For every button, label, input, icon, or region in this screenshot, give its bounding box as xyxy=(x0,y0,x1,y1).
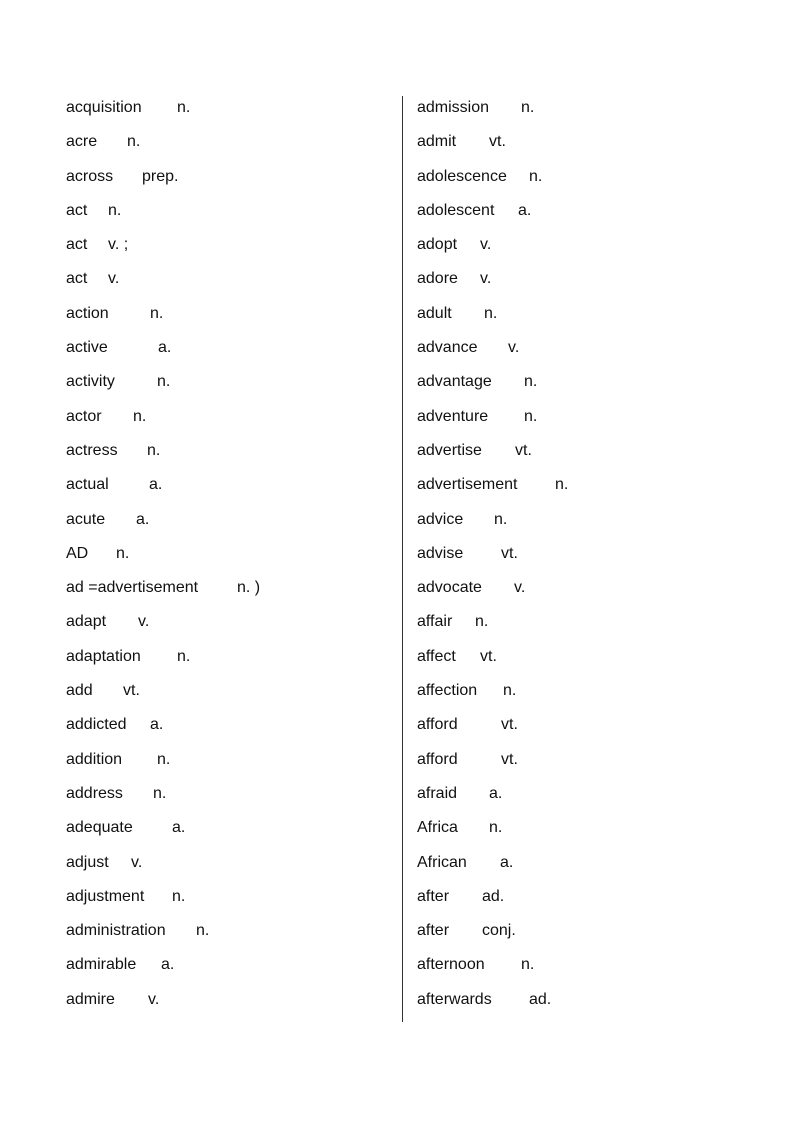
word-entry xyxy=(417,948,777,982)
word-entry xyxy=(417,743,777,777)
column-divider xyxy=(402,96,403,1022)
entry-part-of-speech: n. xyxy=(524,407,538,425)
entry-word: affect xyxy=(417,647,456,665)
entry-word: admirable xyxy=(66,956,137,974)
word-entry xyxy=(417,571,777,605)
word-entry xyxy=(417,605,777,639)
word-entry xyxy=(66,91,396,125)
entry-word: advertisement xyxy=(417,476,518,494)
entry-word: acute xyxy=(66,510,106,528)
entry-word: actress xyxy=(66,441,118,459)
word-entry xyxy=(417,880,777,914)
right-word-column xyxy=(417,91,777,1017)
entry-word: adjustment xyxy=(66,887,145,905)
word-entry xyxy=(66,743,396,777)
word-entry xyxy=(417,914,777,948)
entry-part-of-speech: v. ; xyxy=(108,236,129,254)
word-entry xyxy=(417,297,777,331)
word-entry xyxy=(417,228,777,262)
entry-word: advance xyxy=(417,339,478,357)
word-entry xyxy=(66,640,396,674)
entry-word: addicted xyxy=(66,716,127,734)
word-entry xyxy=(417,503,777,537)
entry-word: advertise xyxy=(417,441,482,459)
entry-part-of-speech: n. xyxy=(521,99,535,116)
word-entry xyxy=(66,160,396,194)
word-entry xyxy=(66,537,396,571)
entry-part-of-speech: n. xyxy=(555,476,569,494)
entry-part-of-speech: n. xyxy=(494,510,508,528)
entry-part-of-speech: n. xyxy=(489,819,503,837)
entry-part-of-speech: a. xyxy=(158,339,172,357)
entry-word: adolescent xyxy=(417,201,495,219)
word-entry xyxy=(417,537,777,571)
entry-word: adopt xyxy=(417,236,458,254)
entry-part-of-speech: a. xyxy=(149,476,163,494)
entry-part-of-speech: vt. xyxy=(515,441,532,459)
entry-word: afternoon xyxy=(417,956,485,974)
entry-word: affair xyxy=(417,613,453,631)
entry-word: acquisition xyxy=(66,99,142,116)
entry-word: adapt xyxy=(66,613,107,631)
word-entry xyxy=(66,983,396,1017)
word-entry xyxy=(417,468,777,502)
word-entry xyxy=(66,194,396,228)
word-entry xyxy=(417,365,777,399)
entry-part-of-speech: n. xyxy=(133,407,147,425)
entry-part-of-speech: vt. xyxy=(501,750,518,768)
entry-part-of-speech: vt. xyxy=(501,544,518,562)
word-entry xyxy=(66,400,396,434)
left-word-column xyxy=(66,91,396,1017)
entry-word: advantage xyxy=(417,373,492,391)
word-entry xyxy=(66,262,396,296)
entry-part-of-speech: n. xyxy=(157,750,171,768)
entry-part-of-speech: vt. xyxy=(501,716,518,734)
entry-word: admit xyxy=(417,133,457,151)
entry-part-of-speech: v. xyxy=(480,270,492,288)
entry-word: advice xyxy=(417,510,464,528)
entry-word: admission xyxy=(417,99,490,116)
word-entry xyxy=(417,400,777,434)
entry-part-of-speech: vt. xyxy=(123,682,140,700)
entry-part-of-speech: prep. xyxy=(142,167,179,185)
word-entry xyxy=(417,434,777,468)
entry-part-of-speech: n. xyxy=(127,133,141,151)
entry-word: activity xyxy=(66,373,115,391)
entry-part-of-speech: n. xyxy=(153,784,167,802)
entry-part-of-speech: n. xyxy=(150,304,164,322)
entry-part-of-speech: v. xyxy=(480,236,492,254)
entry-word: African xyxy=(417,853,467,871)
entry-part-of-speech: n. xyxy=(116,544,130,562)
entry-part-of-speech: a. xyxy=(489,784,503,802)
word-entry xyxy=(66,228,396,262)
entry-part-of-speech: n. xyxy=(484,304,498,322)
word-entry xyxy=(66,708,396,742)
entry-word: afford xyxy=(417,750,458,768)
entry-word: after xyxy=(417,887,450,905)
entry-word: adore xyxy=(417,270,458,288)
entry-part-of-speech: conj. xyxy=(482,922,516,940)
word-entry xyxy=(66,571,396,605)
entry-part-of-speech: a. xyxy=(172,819,186,837)
entry-part-of-speech: v. xyxy=(508,339,520,357)
entry-word: adaptation xyxy=(66,647,141,665)
word-entry xyxy=(66,297,396,331)
entry-part-of-speech: v. xyxy=(138,613,150,631)
entry-part-of-speech: v. xyxy=(108,270,120,288)
entry-word: admire xyxy=(66,990,115,1008)
entry-word: administration xyxy=(66,922,166,940)
word-entry xyxy=(66,811,396,845)
word-entry xyxy=(66,914,396,948)
word-entry xyxy=(417,777,777,811)
entry-part-of-speech: a. xyxy=(518,201,532,219)
entry-part-of-speech: v. xyxy=(131,853,143,871)
entry-word: adventure xyxy=(417,407,489,425)
entry-part-of-speech: n. xyxy=(196,922,210,940)
entry-word: add xyxy=(66,682,93,700)
word-entry xyxy=(66,880,396,914)
entry-word: advocate xyxy=(417,579,482,597)
word-entry xyxy=(66,846,396,880)
entry-part-of-speech: v. xyxy=(148,990,160,1008)
entry-part-of-speech: n. xyxy=(147,441,161,459)
word-entry xyxy=(417,194,777,228)
entry-part-of-speech: a. xyxy=(150,716,164,734)
entry-word: afraid xyxy=(417,784,458,802)
entry-part-of-speech: n. ) xyxy=(237,579,261,597)
entry-part-of-speech: n. xyxy=(108,201,122,219)
entry-word: ad =advertisement xyxy=(66,579,199,597)
entry-word: afford xyxy=(417,716,458,734)
entry-word: adjust xyxy=(66,853,109,871)
word-entry xyxy=(417,262,777,296)
entry-part-of-speech: n. xyxy=(503,682,517,700)
word-entry xyxy=(417,811,777,845)
entry-part-of-speech: n. xyxy=(157,373,171,391)
entry-part-of-speech: n. xyxy=(177,99,191,116)
entry-word: act xyxy=(66,270,88,288)
word-entry xyxy=(417,674,777,708)
word-entry xyxy=(417,125,777,159)
entry-part-of-speech: a. xyxy=(136,510,150,528)
entry-word: address xyxy=(66,784,123,802)
word-entry xyxy=(66,125,396,159)
entry-word: afterwards xyxy=(417,990,492,1008)
entry-word: acre xyxy=(66,133,98,151)
entry-word: act xyxy=(66,236,88,254)
entry-part-of-speech: ad. xyxy=(529,990,552,1008)
entry-part-of-speech: n. xyxy=(521,956,535,974)
word-entry xyxy=(66,468,396,502)
entry-part-of-speech: n. xyxy=(475,613,489,631)
entry-word: after xyxy=(417,922,450,940)
entry-word: affection xyxy=(417,682,478,700)
entry-word: adult xyxy=(417,304,452,322)
entry-word: adolescence xyxy=(417,167,507,185)
entry-word: advise xyxy=(417,544,464,562)
word-entry xyxy=(417,983,777,1017)
entry-part-of-speech: vt. xyxy=(489,133,506,151)
word-entry xyxy=(66,777,396,811)
word-entry xyxy=(66,605,396,639)
word-entry xyxy=(417,708,777,742)
word-entry xyxy=(417,846,777,880)
entry-word: across xyxy=(66,167,114,185)
word-entry xyxy=(66,434,396,468)
entry-word: addition xyxy=(66,750,123,768)
word-entry xyxy=(417,160,777,194)
word-entry xyxy=(66,365,396,399)
entry-word: Africa xyxy=(417,819,458,837)
entry-part-of-speech: n. xyxy=(172,887,186,905)
word-entry xyxy=(66,331,396,365)
entry-part-of-speech: n. xyxy=(177,647,191,665)
entry-part-of-speech: n. xyxy=(524,373,538,391)
entry-word: actual xyxy=(66,476,109,494)
entry-part-of-speech: a. xyxy=(500,853,514,871)
word-entry xyxy=(417,91,777,125)
entry-word: adequate xyxy=(66,819,133,837)
entry-part-of-speech: n. xyxy=(529,167,543,185)
word-entry xyxy=(66,503,396,537)
entry-word: AD xyxy=(66,544,89,562)
entry-part-of-speech: a. xyxy=(161,956,175,974)
word-entry xyxy=(66,674,396,708)
entry-word: actor xyxy=(66,407,102,425)
entry-part-of-speech: vt. xyxy=(480,647,497,665)
word-entry xyxy=(417,331,777,365)
entry-word: act xyxy=(66,201,88,219)
entry-word: active xyxy=(66,339,108,357)
entry-word: action xyxy=(66,304,109,322)
entry-part-of-speech: v. xyxy=(514,579,526,597)
entry-part-of-speech: ad. xyxy=(482,887,505,905)
word-entry xyxy=(66,948,396,982)
word-entry xyxy=(417,640,777,674)
